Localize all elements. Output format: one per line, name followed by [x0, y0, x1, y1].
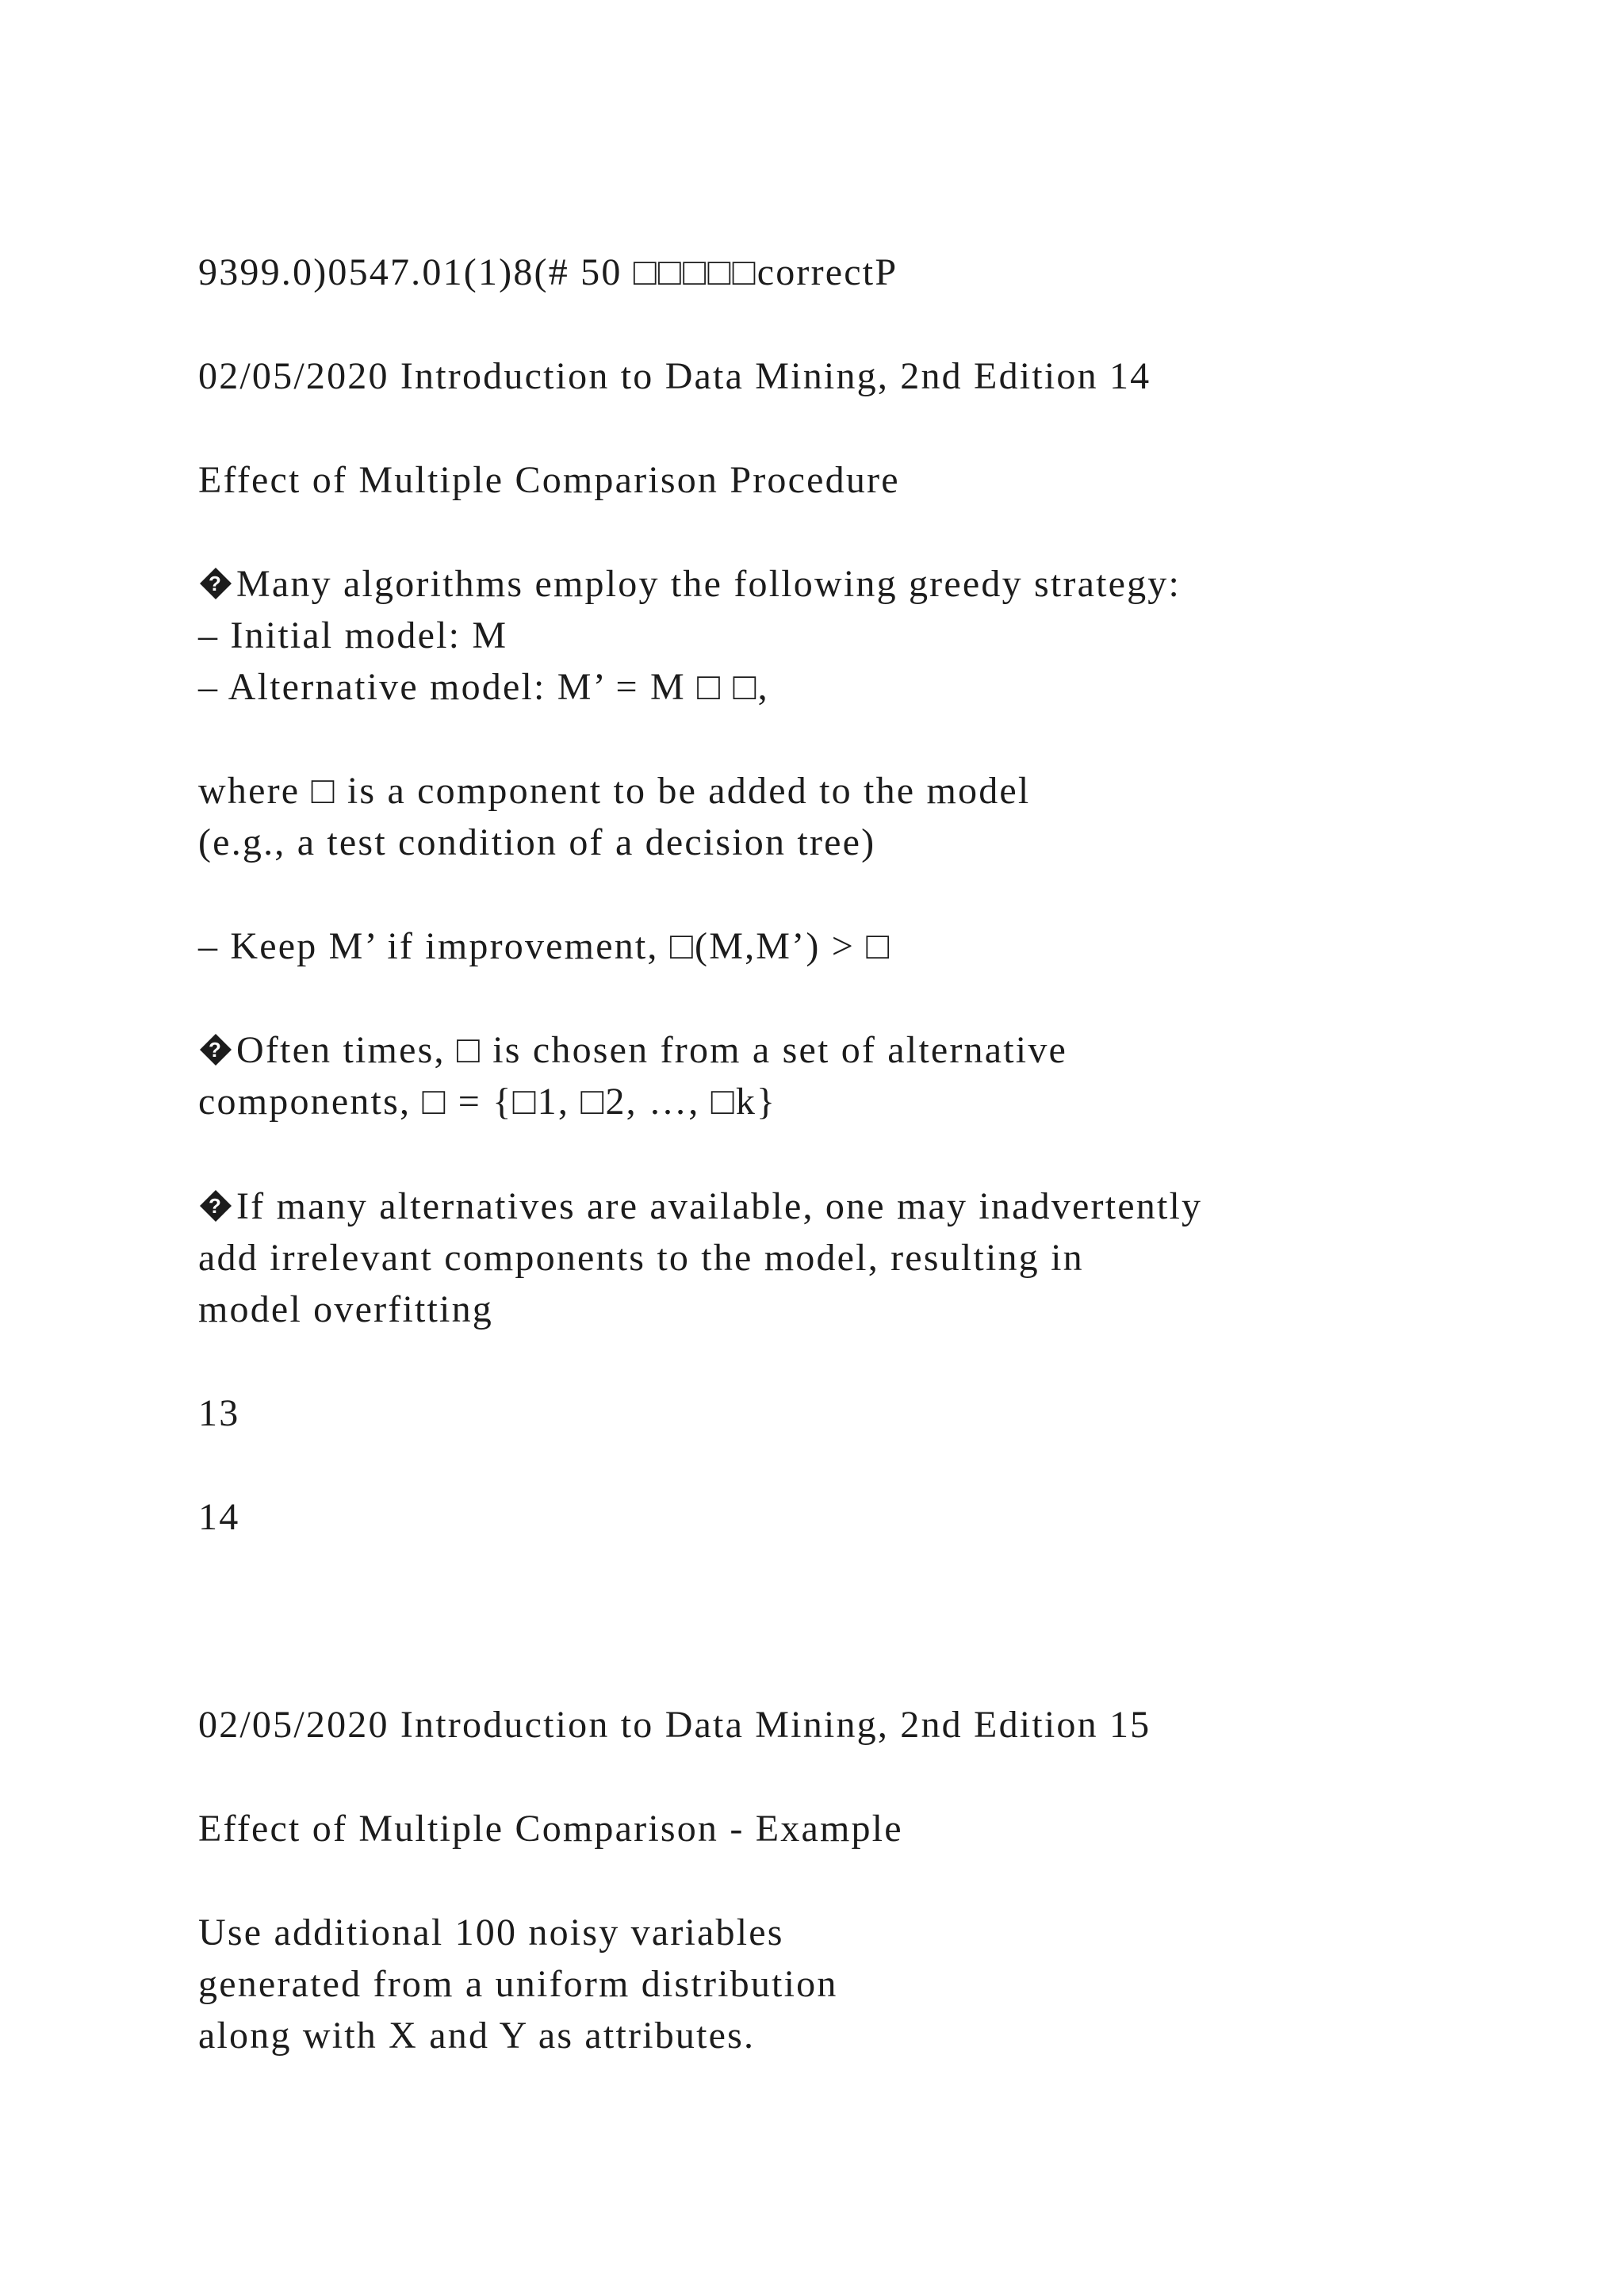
example-line-noisy-variables: Use additional 100 noisy variables	[198, 1911, 784, 1954]
replacement-char-icon	[198, 566, 233, 601]
continuation-line-irrelevant: add irrelevant components to the model, resulting in	[198, 1237, 1084, 1279]
slide-title-procedure: Effect of Multiple Comparison Procedure	[198, 459, 900, 501]
paragraph-example-line: (e.g., a test condition of a decision tree)	[198, 821, 876, 863]
continuation-line-overfitting: model overfitting	[198, 1288, 493, 1330]
page-number-14: 14	[198, 1496, 240, 1538]
page-number-13: 13	[198, 1392, 240, 1434]
garbled-formula-line: 9399.0)0547.01(1)8(# 50 □□□□□correctP	[198, 251, 898, 293]
slide-title-example: Effect of Multiple Comparison - Example	[198, 1808, 903, 1850]
bullet-text: Many algorithms employ the following greedy strategy:	[236, 563, 1182, 605]
sub-item-initial-model: – Initial model: M	[198, 614, 508, 656]
bullet-many-alternatives	[198, 1185, 1203, 1227]
example-line-uniform-distribution: generated from a uniform distribution	[198, 1963, 838, 2005]
bullet-text: If many alternatives are available, one may inadvertently	[236, 1185, 1203, 1227]
paragraph-where-line: where □ is a component to be added to the model	[198, 770, 1031, 812]
sub-item-alternative-model: – Alternative model: M’ = M □ □,	[198, 666, 769, 708]
bullet-text: Often times, □ is chosen from a set of alternative	[236, 1029, 1068, 1071]
svg-text:?: ?	[208, 572, 224, 595]
replacement-char-icon	[198, 1188, 233, 1223]
components-set-line: components, □ = {□1, □2, …, □k}	[198, 1081, 777, 1123]
bullet-greedy-strategy	[198, 565, 1181, 603]
slide-header-14: 02/05/2020 Introduction to Data Mining, 2nd Edition 14	[198, 355, 1151, 397]
svg-text:?: ?	[208, 1194, 224, 1218]
sub-item-keep-model: – Keep M’ if improvement, □(M,M’) > □	[198, 925, 891, 967]
bullet-often-times	[198, 1031, 1067, 1070]
replacement-char-icon	[198, 1032, 233, 1067]
example-line-attributes: along with X and Y as attributes.	[198, 2015, 756, 2057]
svg-text:?: ?	[208, 1038, 224, 1062]
slide-header-15: 02/05/2020 Introduction to Data Mining, 2nd Edition 15	[198, 1704, 1151, 1746]
